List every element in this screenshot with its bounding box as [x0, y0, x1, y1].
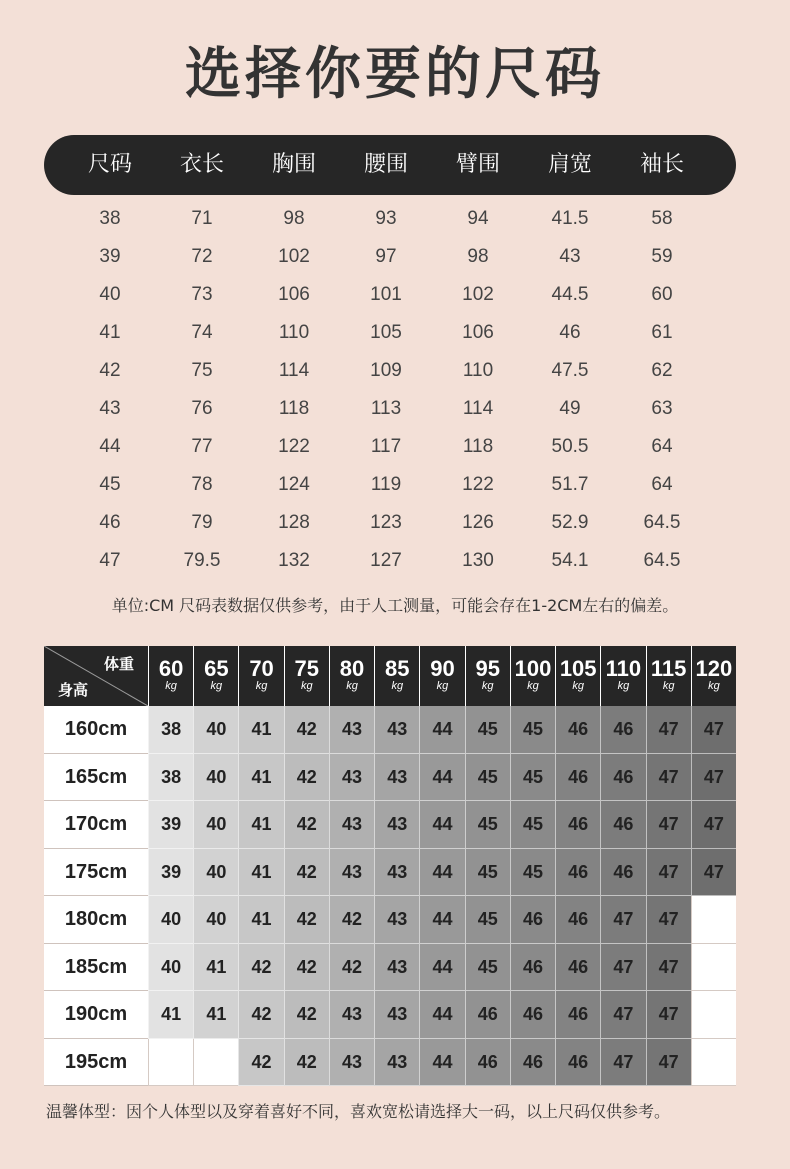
recommended-size-cell: 46	[555, 896, 600, 944]
recommended-size-cell: 44	[419, 801, 464, 849]
recommended-size-cell: 41	[238, 896, 283, 944]
height-label: 170cm	[44, 801, 148, 849]
size-cell: 126	[462, 512, 494, 533]
recommended-size-cell: 43	[374, 1039, 419, 1087]
size-header-cell: 衣长	[179, 152, 224, 177]
recommended-size-cell: 42	[284, 801, 329, 849]
recommended-size-cell: 40	[193, 849, 238, 897]
weight-unit: kg	[662, 680, 675, 692]
weight-value: 75	[294, 656, 320, 681]
size-cell: 109	[370, 360, 402, 381]
size-cell: 77	[191, 436, 213, 457]
weight-header-cell	[646, 646, 691, 706]
size-recommendation-table	[44, 646, 736, 1086]
recommended-size-cell: 41	[238, 801, 283, 849]
recommended-size-cell: 45	[465, 896, 510, 944]
size-cell: 105	[370, 322, 402, 343]
page-title: 选择你要的尺码	[185, 42, 605, 107]
size-cell: 50.5	[551, 436, 589, 457]
weight-header-cell	[193, 646, 238, 706]
size-cell: 97	[375, 246, 397, 267]
recommended-size-cell: 40	[193, 706, 238, 754]
size-cell: 127	[370, 550, 402, 571]
size-cell: 43	[99, 398, 121, 419]
size-cell: 45	[99, 474, 121, 495]
recommended-size-cell: 47	[600, 944, 645, 992]
size-row	[0, 504, 790, 542]
recommended-size-cell: 46	[600, 801, 645, 849]
size-cell: 94	[467, 208, 489, 229]
size-cell: 93	[375, 208, 397, 229]
weight-unit: kg	[481, 680, 494, 692]
recommended-size-cell: 42	[238, 1039, 283, 1087]
weight-unit: kg	[165, 680, 177, 692]
weight-value: 100	[514, 656, 552, 681]
recommended-size-cell: 44	[419, 991, 464, 1039]
recommended-size-cell: 44	[419, 849, 464, 897]
recommended-size-cell: 42	[284, 991, 329, 1039]
recommended-size-cell: 47	[646, 991, 691, 1039]
recommended-size-cell: 47	[600, 991, 645, 1039]
size-cell: 102	[278, 246, 310, 267]
recommended-size-cell: 42	[284, 896, 329, 944]
recommended-size-cell: 46	[600, 706, 645, 754]
weight-unit: kg	[210, 680, 223, 692]
size-cell: 47	[99, 550, 121, 571]
recommended-size-cell: 43	[374, 896, 419, 944]
weight-unit: kg	[527, 680, 539, 692]
recommended-size-cell: 44	[419, 1039, 464, 1087]
recommended-size-cell: 42	[329, 896, 374, 944]
size-cell: 47.5	[551, 360, 589, 381]
weight-header-cell	[329, 646, 374, 706]
recommended-size-cell: 46	[555, 754, 600, 802]
size-cell: 130	[462, 550, 494, 571]
weight-unit: kg	[617, 680, 630, 692]
size-row	[0, 428, 790, 466]
recommended-size-cell: 46	[555, 849, 600, 897]
size-cell: 78	[191, 474, 213, 495]
size-cell: 110	[278, 322, 310, 343]
recommended-size-cell: 46	[555, 801, 600, 849]
recommended-size-cell: 45	[510, 706, 555, 754]
height-label: 190cm	[44, 991, 148, 1039]
weight-unit: kg	[572, 680, 584, 692]
recommended-size-cell: 47	[691, 754, 736, 802]
weight-header-cell	[374, 646, 419, 706]
recommended-size-cell: 46	[510, 991, 555, 1039]
recommended-size-cell: 46	[510, 896, 555, 944]
weight-value: 60	[158, 656, 184, 681]
recommended-size-cell: 42	[238, 944, 283, 992]
weight-unit: kg	[391, 680, 404, 692]
size-cell: 106	[462, 322, 494, 343]
size-cell: 54.1	[551, 550, 589, 571]
size-cell: 52.9	[551, 512, 589, 533]
recommended-size-cell: 43	[329, 849, 374, 897]
recommended-size-cell: 44	[419, 944, 464, 992]
size-cell: 58	[651, 208, 673, 229]
recommended-size-cell: 46	[510, 1039, 555, 1087]
size-cell: 59	[651, 246, 673, 267]
recommended-size-cell: 46	[555, 1039, 600, 1087]
recommended-size-cell: 45	[465, 849, 510, 897]
size-cell: 62	[651, 360, 673, 381]
size-cell: 117	[370, 436, 402, 457]
recommended-size-cell: 46	[510, 944, 555, 992]
weight-value: 95	[475, 656, 500, 681]
size-cell: 132	[278, 550, 310, 571]
weight-header-cell	[148, 646, 193, 706]
size-row	[0, 314, 790, 352]
recommended-size-cell: 47	[646, 706, 691, 754]
size-cell: 122	[278, 436, 310, 457]
height-label: 160cm	[44, 706, 148, 754]
size-cell: 44.5	[551, 284, 589, 305]
recommended-size-cell: 42	[284, 1039, 329, 1087]
size-cell: 119	[370, 474, 402, 495]
size-cell: 73	[191, 284, 213, 305]
recommended-size-cell: 42	[238, 991, 283, 1039]
size-row	[0, 466, 790, 504]
size-cell: 110	[462, 360, 494, 381]
recommended-size-cell: 45	[510, 849, 555, 897]
size-cell: 64.5	[643, 512, 681, 533]
weight-value: 70	[249, 656, 274, 681]
weight-header-cell	[238, 646, 283, 706]
size-table-header	[44, 135, 736, 195]
weight-value: 85	[385, 656, 410, 681]
size-cell: 123	[370, 512, 402, 533]
weight-value: 65	[204, 656, 229, 681]
empty-cell	[691, 1039, 736, 1087]
recommended-size-cell: 43	[374, 991, 419, 1039]
unit-note: 单位:CM 尺码表数据仅供参考，由于人工测量，可能会存在1-2CM左右的偏差。	[111, 596, 679, 615]
size-cell: 122	[462, 474, 494, 495]
recommended-size-cell: 41	[193, 944, 238, 992]
recommended-size-cell: 40	[148, 896, 193, 944]
recommended-size-cell: 45	[465, 706, 510, 754]
weight-value: 110	[605, 656, 642, 681]
size-cell: 72	[191, 246, 213, 267]
size-cell: 98	[283, 208, 305, 229]
recommended-size-cell: 45	[465, 944, 510, 992]
size-header-cell: 胸围	[271, 152, 316, 177]
table-corner-header	[44, 646, 148, 706]
size-row	[0, 200, 790, 238]
size-cell: 64.5	[643, 550, 681, 571]
size-cell: 49	[559, 398, 581, 419]
recommended-size-cell: 41	[193, 991, 238, 1039]
size-cell: 101	[370, 284, 402, 305]
recommended-size-cell: 44	[419, 706, 464, 754]
size-cell: 44	[99, 436, 121, 457]
recommended-size-cell: 39	[148, 801, 193, 849]
size-cell: 74	[191, 322, 213, 343]
recommended-size-cell: 42	[329, 944, 374, 992]
empty-cell	[691, 896, 736, 944]
recommended-size-cell: 47	[646, 849, 691, 897]
size-cell: 46	[99, 512, 121, 533]
height-label: 175cm	[44, 849, 148, 897]
recommended-size-cell: 46	[465, 991, 510, 1039]
recommended-size-cell: 45	[510, 754, 555, 802]
weight-axis-label: 体重	[103, 655, 134, 673]
size-cell: 76	[191, 398, 213, 419]
size-cell: 61	[651, 322, 673, 343]
recommended-size-cell: 41	[238, 849, 283, 897]
weight-header-cell	[691, 646, 736, 706]
recommended-size-cell: 39	[148, 849, 193, 897]
recommended-size-cell: 47	[646, 754, 691, 802]
size-cell: 128	[278, 512, 310, 533]
recommended-size-cell: 41	[148, 991, 193, 1039]
size-cell: 46	[559, 322, 581, 343]
recommended-size-cell: 47	[600, 896, 645, 944]
size-header-cell: 尺码	[87, 152, 132, 177]
size-cell: 64	[651, 474, 673, 495]
size-cell: 98	[467, 246, 489, 267]
recommended-size-cell: 43	[329, 754, 374, 802]
footer-note: 温馨体型：因个人体型以及穿着喜好不同，喜欢宽松请选择大一码，以上尺码仅供参考。	[46, 1102, 671, 1121]
recommended-size-cell: 47	[646, 896, 691, 944]
weight-header-cell	[284, 646, 329, 706]
recommended-size-cell: 43	[329, 801, 374, 849]
recommended-size-cell: 43	[329, 706, 374, 754]
weight-unit: kg	[255, 680, 268, 692]
recommended-size-cell: 46	[555, 944, 600, 992]
recommended-size-cell: 45	[510, 801, 555, 849]
recommended-size-cell: 44	[419, 896, 464, 944]
size-cell: 63	[651, 398, 673, 419]
recommended-size-cell: 47	[646, 944, 691, 992]
size-header-cell: 腰围	[363, 152, 408, 177]
recommended-size-cell: 43	[374, 801, 419, 849]
size-row	[0, 390, 790, 428]
size-cell: 42	[99, 360, 121, 381]
height-label: 195cm	[44, 1039, 148, 1087]
recommended-size-cell: 42	[284, 944, 329, 992]
weight-value: 90	[430, 656, 455, 681]
size-cell: 41.5	[551, 208, 589, 229]
weight-header-cell	[465, 646, 510, 706]
recommended-size-cell: 43	[374, 706, 419, 754]
recommended-size-cell: 40	[148, 944, 193, 992]
size-cell: 51.7	[551, 474, 589, 495]
weight-header-cell	[555, 646, 600, 706]
size-cell: 106	[278, 284, 310, 305]
size-header-cell: 臂围	[455, 152, 500, 177]
height-label: 185cm	[44, 944, 148, 992]
recommended-size-cell: 47	[691, 706, 736, 754]
size-cell: 41	[99, 322, 121, 343]
recommended-size-cell: 47	[691, 849, 736, 897]
weight-unit: kg	[708, 680, 720, 692]
size-cell: 39	[99, 246, 121, 267]
size-row	[0, 238, 790, 276]
recommended-size-cell: 46	[600, 849, 645, 897]
empty-cell	[193, 1039, 238, 1087]
recommended-size-cell: 46	[465, 1039, 510, 1087]
weight-header-cell	[510, 646, 555, 706]
recommended-size-cell: 45	[465, 754, 510, 802]
recommended-size-cell: 47	[646, 1039, 691, 1087]
recommended-size-cell: 42	[284, 849, 329, 897]
recommended-size-cell: 43	[374, 944, 419, 992]
recommended-size-cell: 46	[555, 991, 600, 1039]
weight-value: 105	[559, 656, 597, 681]
size-cell: 113	[370, 398, 402, 419]
recommended-size-cell: 43	[374, 754, 419, 802]
recommended-size-cell: 40	[193, 754, 238, 802]
weight-value: 120	[695, 656, 733, 681]
size-row	[0, 352, 790, 390]
size-cell: 79	[191, 512, 213, 533]
size-cell: 43	[559, 246, 581, 267]
size-cell: 118	[462, 436, 494, 457]
size-cell: 118	[278, 398, 310, 419]
size-cell: 114	[278, 360, 310, 381]
recommended-size-cell: 38	[148, 706, 193, 754]
recommended-size-cell: 43	[329, 991, 374, 1039]
size-cell: 60	[651, 284, 673, 305]
weight-value: 80	[339, 656, 365, 681]
empty-cell	[148, 1039, 193, 1087]
weight-unit: kg	[346, 680, 358, 692]
recommended-size-cell: 46	[600, 754, 645, 802]
weight-unit: kg	[300, 680, 313, 692]
size-cell: 114	[462, 398, 494, 419]
height-axis-label: 身高	[58, 681, 89, 699]
recommended-size-cell: 41	[238, 754, 283, 802]
empty-cell	[691, 944, 736, 992]
size-cell: 102	[462, 284, 494, 305]
recommended-size-cell: 43	[329, 1039, 374, 1087]
height-label: 165cm	[44, 754, 148, 802]
size-header-cell: 肩宽	[547, 152, 592, 177]
empty-cell	[691, 991, 736, 1039]
size-header-cell: 袖长	[639, 152, 684, 177]
recommended-size-cell: 47	[691, 801, 736, 849]
size-row	[0, 542, 790, 580]
size-cell: 124	[278, 474, 310, 495]
recommended-size-cell: 41	[238, 706, 283, 754]
size-row	[0, 276, 790, 314]
recommended-size-cell: 43	[374, 849, 419, 897]
size-cell: 75	[191, 360, 213, 381]
recommended-size-cell: 46	[555, 706, 600, 754]
recommended-size-cell: 40	[193, 896, 238, 944]
recommended-size-cell: 45	[465, 801, 510, 849]
recommended-size-cell: 38	[148, 754, 193, 802]
recommended-size-cell: 42	[284, 754, 329, 802]
recommended-size-cell: 47	[646, 801, 691, 849]
recommended-size-cell: 42	[284, 706, 329, 754]
recommended-size-cell: 47	[600, 1039, 645, 1087]
weight-value: 115	[650, 656, 687, 681]
size-cell: 40	[99, 284, 121, 305]
recommended-size-cell: 44	[419, 754, 464, 802]
recommended-size-cell: 40	[193, 801, 238, 849]
size-cell: 64	[651, 436, 673, 457]
weight-header-cell	[600, 646, 645, 706]
height-label: 180cm	[44, 896, 148, 944]
size-cell: 79.5	[183, 550, 221, 571]
weight-unit: kg	[436, 680, 449, 692]
size-cell: 71	[191, 208, 213, 229]
weight-header-cell	[419, 646, 464, 706]
size-cell: 38	[99, 208, 121, 229]
